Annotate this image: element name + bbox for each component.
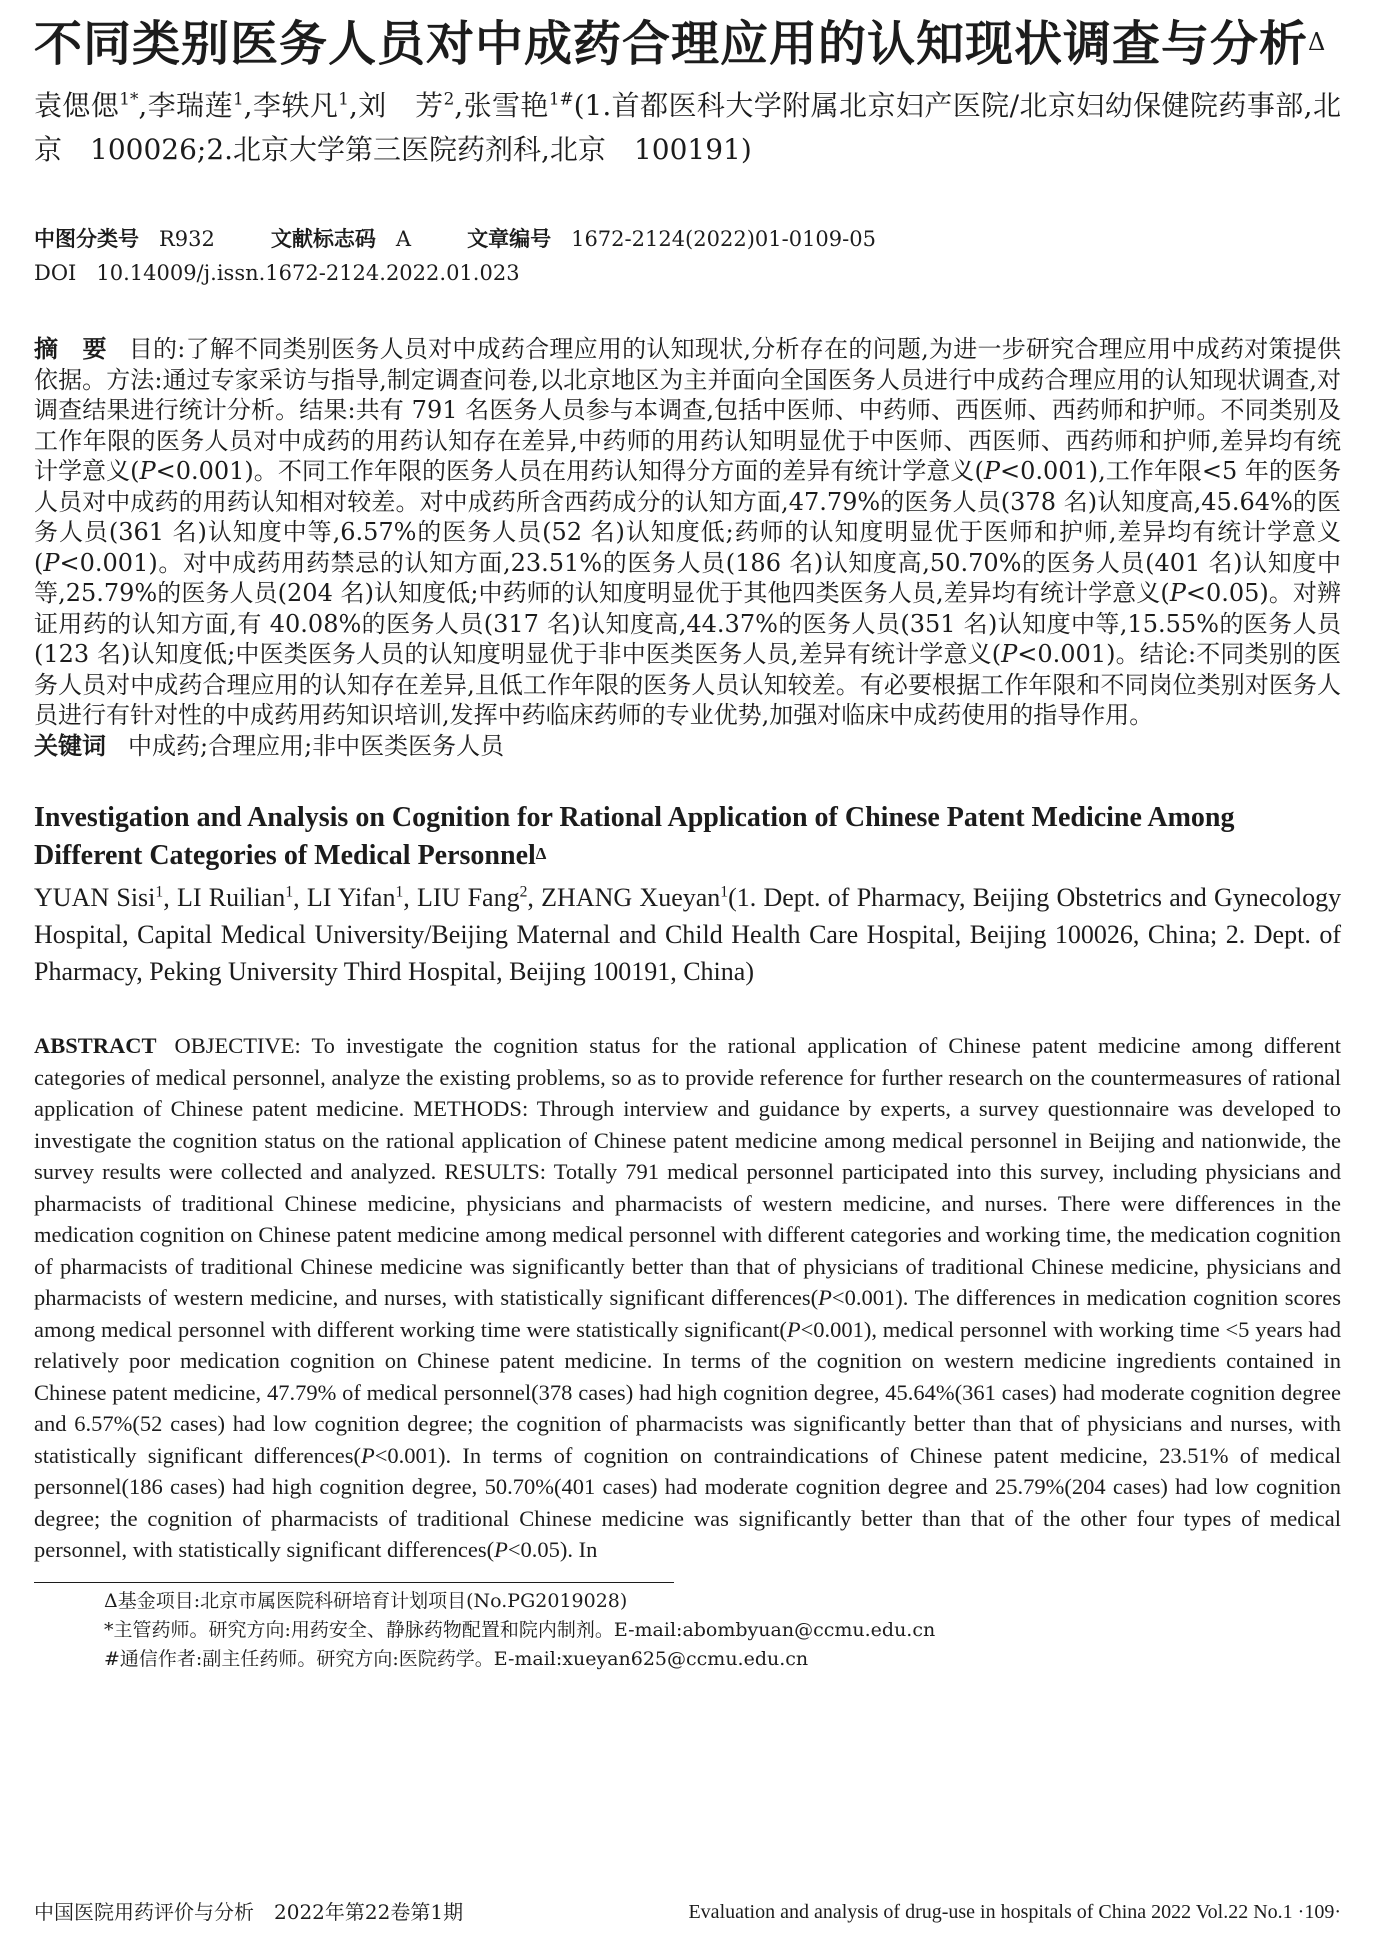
text-run: <0.001)。结论:不同类别的医务人员对中成药合理应用的认知存在差异,且低工作年限的医务人员认知较差。有必要根据工作年限和不同岗位类别对医务人员进行有针对性的中成药用药知识培训,发挥中药临床药师的专业优势,加强对临床中成药使用的指导作用。 [34,640,1341,729]
author-name: YUAN Sisi [34,883,156,912]
doi-line [34,256,1341,290]
author-en [34,883,177,912]
text-run: <0.001)。不同工作年限的医务人员在用药认知得分方面的差异有统计学意义( [155,457,984,485]
italic-symbol: P [139,457,156,485]
footer-journal-cn: 中国医院用药评价与分析 2022年第22卷第1期 [34,1900,464,1924]
article-no-value: 1672-2124(2022)01-0109-05 [571,227,876,251]
author-en [541,883,728,912]
author-name: 张雪艳 [463,89,549,122]
funding-mark: Δ [1308,28,1327,56]
text-run: <0.05)。对辨证用药的认知方面,有 40.08%的医务人员(317 名)认知度高,44.37%的医务人员(351 名)认知度中等,15.55%的医务人员(123 名)认知度低;中医类医务人员的认知度明显优于非中医类医务人员,差异有统计学意义( [34,579,1341,668]
author-name: ZHANG Xueyan [541,883,721,912]
author-cn [147,89,252,122]
text-run: <0.001)。对中成药用药禁忌的认知方面,23.51%的医务人员(186 名)认知度高,50.70%的医务人员(401 名)认知度中等,25.79%的医务人员(204 名)认知度低;中药师的认知度明显优于其他四类医务人员,差异均有统计学意义( [34,548,1341,607]
keywords-cn [34,731,1341,762]
author-affiliation-mark: 1 [720,883,729,901]
affiliation-cn: (1.首都医科大学附属北京妇产医院/北京妇幼保健院药事部,北京 100026;2.北京大学第三医院药剂科,北京 100191) [34,89,1341,166]
text-run: <0.001). The differences in medication cognition scores among medical personnel with different working time were statistically significant( [34,1285,1341,1342]
abstract-en [34,1030,1341,1566]
author-affiliation-mark: 1 [395,883,404,901]
article-info [34,222,1341,290]
author-name: LI Yifan [306,883,396,912]
keywords-cn-label: 关键词 [34,731,106,760]
author-separator: , [348,89,358,122]
author-separator: , [293,883,307,912]
author-en [177,883,307,912]
author-affiliation-mark: 2 [443,88,455,109]
article-title-cn [34,14,1341,74]
author-cn [463,89,573,122]
affiliation-en: (1. Dept. of Pharmacy, Beijing Obstetrics and Gynecology Hospital, Capital Medical University/Beijing Maternal and Child Health Care Hospital, Beijing 100026, China; 2. Dept. of Pharmacy, Peking University Third Hospital, Beijing 100191, China) [34,883,1342,986]
author-affiliation-mark: 1 [338,88,349,109]
doi-value: 10.14009/j.issn.1672-2124.2022.01.023 [96,261,520,285]
italic-symbol: P [360,1442,375,1468]
author-cn [358,89,463,122]
author-affiliation-mark: 1 [285,883,294,901]
clc-value: R932 [159,227,215,251]
doi-label: DOI [34,261,77,285]
author-separator: , [163,883,177,912]
author-separator: , [527,883,542,912]
footnotes [34,1582,1341,1674]
article-title-en [34,799,1341,875]
doc-code-value: A [395,227,412,251]
author-name: 李轶凡 [252,89,339,122]
text-run: OBJECTIVE: To investigate the cognition status for the rational application of Chinese patent medicine among different categories of medical personnel, analyze the existing problems, so as to provide reference for further research on the countermeasures of rational application of Chinese patent medicine. METHODS: Through interview and guidance by experts, a survey questionnaire was developed to investigate the cognition status on the rational application of Chinese patent medicine among medical personnel in Beijing and nationwide, the survey results were collected and analyzed. RESULTS: Totally 791 medical personnel participated into this survey, including physicians and pharmacists of traditional Chinese medicine, physicians and pharmacists of western medicine, and nurses. There were differences in the medication cognition on Chinese patent medicine among medical personnel with different categories and working time, the medication cognition of pharmacists of traditional Chinese medicine was significantly better than that of physicians of traditional Chinese medicine, physicians and pharmacists of western medicine, and nurses, with statistically significant differences( [34,1033,1341,1310]
author-name: 袁偲偲 [34,89,120,122]
footnote-funding: Δ基金项目:北京市属医院科研培育计划项目(No.PG2019028) [104,1589,628,1612]
page-footer [34,1898,1341,1926]
italic-symbol: P [818,1285,832,1310]
author-cn [253,89,358,122]
italic-symbol: P [1001,640,1018,668]
text-run: <0.001). In terms of cognition on contraindications of Chinese patent medicine, 23.51% of medical personnel(186 cases) had high cognition degree, 50.70%(401 cases) had moderate cognition degree and 25.79%(204 cases) had low cognition degree; the cognition of pharmacists of traditional Chinese medicine was significantly better than that of the other four types of medical personnel, with statistically significant differences( [34,1442,1341,1562]
text-run: 目的:了解不同类别医务人员对中成药合理应用的认知现状,分析存在的问题,为进一步研究合理应用中成药对策提供依据。方法:通过专家采访与指导,制定调查问卷,以北京地区为主并面向全国医务人员进行中成药合理应用的认知现状调查,对调查结果进行统计分析。结果:共有 791 名医务人员参与本调查,包括中医师、中药师、西医师、西药师和护师。不同类别及工作年限的医务人员对中成药的用药认知存在差异,中药师的用药认知明显优于中医师、西医师、西药师和护师,差异均有统计学意义( [34,335,1342,485]
doc-code-label: 文献标志码 [270,227,376,251]
page-content [34,14,1341,1674]
article-title-en-text: Investigation and Analysis on Cognition for Rational Application of Chinese Patent Medicine Among Different Categories of Medical Personnel [34,802,1235,871]
author-cn [34,89,147,122]
author-name: 李瑞莲 [147,89,233,122]
footer-journal-en: Evaluation and analysis of drug-use in hospitals of China 2022 Vol.22 No.1 ·109· [688,1901,1341,1923]
author-separator: , [454,89,464,122]
author-affiliation-mark: 1# [548,88,574,109]
italic-symbol: P [1169,579,1186,607]
author-separator: , [138,89,148,122]
author-affiliation-mark: 1 [155,883,164,901]
author-name: LIU Fang [417,883,520,912]
author-name: 刘 芳 [357,89,444,122]
author-en [417,883,541,912]
italic-symbol: P [43,548,60,577]
text-run: <0.001), medical personnel with working time <5 years had relatively poor medication cognition on Chinese patent medicine. In terms of the cognition on western medicine ingredients contained in Chinese patent medicine, 47.79% of medical personnel(378 cases) had high cognition degree, 45.64%(361 cases) had moderate cognition degree and 6.57%(52 cases) had low cognition degree; the cognition of pharmacists was significantly better than that of physicians and nurses, with statistically significant differences( [34,1316,1341,1468]
abstract-cn-label: 摘 要 [34,335,107,363]
author-name: LI Ruilian [176,883,286,912]
author-affiliation-mark: 2 [519,883,528,901]
italic-symbol: P [494,1537,508,1562]
article-title-cn-text: 不同类别医务人员对中成药合理应用的认知现状调查与分析 [34,16,1309,72]
text-run: <0.05). In [507,1537,598,1562]
clc-label: 中图分类号 [34,227,139,251]
author-affiliation-mark: 1 [232,88,244,109]
article-no-label: 文章编号 [467,227,552,251]
abstract-en-label: ABSTRACT [34,1033,157,1058]
author-affiliation-mark: 1* [119,88,139,109]
italic-symbol: P [983,457,1000,485]
author-separator: , [403,883,418,912]
footnote-divider [34,1582,674,1583]
funding-mark-en: Δ [535,844,547,863]
abstract-cn [34,334,1341,731]
footnote-first-author: *主管药师。研究方向:用药安全、静脉药物配置和院内制剂。E-mail:abombyuan@ccmu.edu.cn [104,1618,936,1641]
italic-symbol: P [786,1316,801,1342]
keywords-cn-value: 中成药;合理应用;非中医类医务人员 [128,731,505,760]
abstract-en-body [34,1033,1341,1562]
footnote-corresponding-author: #通信作者:副主任药师。研究方向:医院药学。E-mail:xueyan625@ccmu.edu.cn [104,1647,809,1670]
abstract-cn-body [34,335,1341,729]
author-en [307,883,417,912]
author-separator: , [243,89,253,122]
text-run: <0.001),工作年限<5 年的医务人员对中成药的用药认知相对较差。对中成药所含西药成分的认知方面,47.79%的医务人员(378 名)认知度高,45.64%的医务人员(361 名)认知度中等,6.57%的医务人员(52 名)认知度低;药师的认知度明显优于医师和护师,差异均有统计学意义( [34,457,1341,577]
authors-en [34,879,1341,990]
authors-cn [34,84,1341,172]
article-info-line [34,222,1341,256]
